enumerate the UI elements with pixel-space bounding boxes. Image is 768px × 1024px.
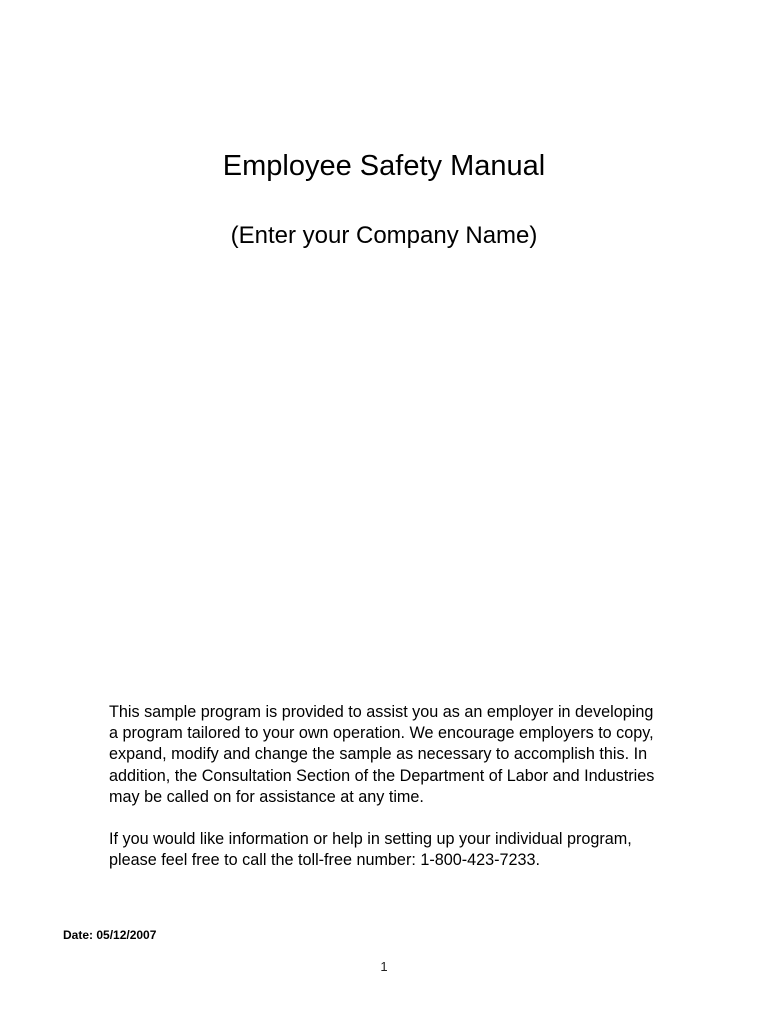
intro-paragraph-line: This sample program is provided to assist you as an employer in developing [109,703,654,721]
intro-text [109,702,729,892]
contact-paragraph-line: please feel free to call the toll-free number: 1-800-423-7233. [109,851,541,870]
intro-paragraph-line: a program tailored to your own operation. We encourage employers to copy, [109,724,654,743]
contact-paragraph [109,829,729,871]
intro-paragraph-line: addition, the Consultation Section of the Department of Labor and Industries [109,766,655,785]
intro-paragraph-line: may be called on for assistance at any time. [109,787,424,806]
intro-paragraph [109,702,729,808]
company-name-placeholder: (Enter your Company Name) [230,222,538,249]
page-number: 1 [380,959,388,974]
document-title-text: Employee Safety Manual [222,150,546,182]
document-title [0,148,768,184]
document-date: Date: 05/12/2007 [63,928,157,942]
contact-paragraph-line: If you would like information or help in setting up your individual program, [109,830,632,849]
intro-paragraph-line: expand, modify and change the sample as necessary to accomplish this. In [109,745,648,764]
